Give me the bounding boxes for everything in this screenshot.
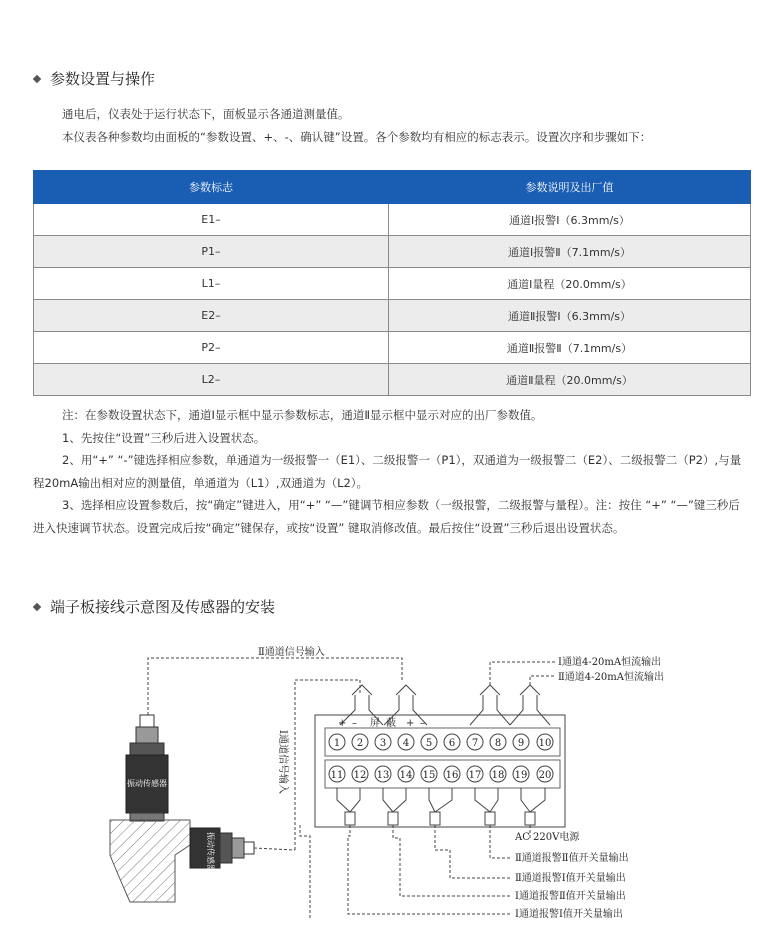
section-title-text: 端子板接线示意图及传感器的安装	[50, 598, 276, 616]
note-paragraph: 3、选择相应设置参数后，按“确定”键进入，用“+” “—”键调节相应参数（一级报警，二级报警与量程）。注：按住 “+” “—”键三秒后进入快速调节状态。设置完成后按“确定”键保存，或按“设置” 键取消修改值。最后按住“设置”三秒后退出设置状态。	[33, 498, 740, 535]
vibration-sensor-vertical	[126, 715, 168, 821]
param-desc-cell: 通道Ⅰ报警Ⅰ（6.3mm/s）	[389, 204, 751, 236]
output-label: Ⅱ通道4-20mA恒流输出	[558, 672, 664, 683]
terminal-number: 14	[399, 770, 413, 781]
sensor-label: 振动传感器	[206, 832, 215, 872]
notes-block	[33, 404, 751, 539]
terminal-number: 16	[445, 770, 459, 781]
param-desc-cell: 通道Ⅱ量程（20.0mm/s）	[389, 364, 751, 396]
param-desc-cell: 通道Ⅱ报警Ⅰ（6.3mm/s）	[389, 300, 751, 332]
terminal-mark: +	[338, 718, 347, 729]
param-code-cell: P2–	[34, 332, 389, 364]
wiring-diagram	[100, 640, 680, 930]
output-label: Ⅰ通道4-20mA恒流输出	[558, 657, 662, 668]
table-header-cell: 参数说明及出厂值	[389, 171, 751, 204]
terminal-number: 5	[425, 738, 433, 749]
sensor-label: 振动传感器	[127, 779, 167, 788]
table-header-cell: 参数标志	[34, 171, 389, 204]
terminal-number: 19	[514, 770, 528, 781]
table-row	[34, 332, 751, 364]
param-code-cell: L1–	[34, 268, 389, 300]
terminal-number: 9	[517, 738, 525, 749]
terminal-number: 20	[538, 770, 552, 781]
top-terminals	[329, 734, 553, 750]
ch2-input-label: Ⅱ通道信号输入	[258, 647, 325, 658]
intro-paragraph-1: 通电后，仪表处于运行状态下，面板显示各通道测量值。	[62, 107, 350, 121]
terminal-number: 18	[491, 770, 505, 781]
terminal-number: 12	[353, 770, 367, 781]
terminal-number: 11	[330, 770, 344, 781]
table-row	[34, 364, 751, 396]
terminal-mark: 屏	[370, 718, 380, 729]
output-label: Ⅱ通道报警Ⅰ值开关量输出	[515, 873, 626, 884]
output-label: AC 220V电源	[515, 832, 580, 843]
bottom-terminals	[329, 766, 553, 782]
param-code-cell: E2–	[34, 300, 389, 332]
param-code-cell: P1–	[34, 236, 389, 268]
param-desc-cell: 通道Ⅰ报警Ⅱ（7.1mm/s）	[389, 236, 751, 268]
mount-body	[110, 820, 190, 902]
output-label: Ⅰ通道报警Ⅰ值开关量输出	[515, 909, 623, 920]
table-row	[34, 236, 751, 268]
output-label: Ⅰ通道报警Ⅱ值开关量输出	[515, 891, 626, 902]
vibration-sensor-horizontal	[190, 828, 295, 872]
section-title-wiring	[34, 596, 275, 617]
intro-paragraph-2: 本仪表各种参数均由面板的“参数设置、+、-、确认键”设置。各个参数均有相应的标志表示。设置次序和步骤如下：	[62, 130, 652, 144]
table-header-row	[34, 171, 751, 204]
terminal-number: 1	[333, 738, 341, 749]
note-paragraph: 注：在参数设置状态下，通道Ⅰ显示框中显示参数标志，通道Ⅱ显示框中显示对应的出厂参数值。	[62, 408, 543, 422]
param-desc-cell: 通道Ⅱ报警Ⅱ（7.1mm/s）	[389, 332, 751, 364]
terminal-mark: –	[352, 718, 357, 729]
note-paragraph: 1、先按住“设置”三秒后进入设置状态。	[62, 430, 266, 445]
output-connectors	[337, 788, 545, 825]
output-label: Ⅱ通道报警Ⅱ值开关量输出	[515, 853, 629, 864]
table-row	[34, 204, 751, 236]
terminal-number: 17	[468, 770, 482, 781]
ch1-input-label: Ⅰ通道信号输入	[277, 730, 288, 794]
terminal-number: 3	[379, 738, 387, 749]
section-title-params	[34, 68, 155, 89]
terminal-number: 8	[494, 738, 502, 749]
terminal-number: 2	[356, 738, 364, 749]
table-row	[34, 300, 751, 332]
param-code-cell: L2–	[34, 364, 389, 396]
table-row	[34, 268, 751, 300]
terminal-mark: –	[420, 718, 425, 729]
terminal-mark: +	[406, 718, 415, 729]
note-paragraph: 2、用“+” “-”键选择相应参数，单通道为一级报警一（E1）、二级报警一（P1），双通道为一级报警二（E2）、二级报警二（P2）,与量程20mA输出相对应的测量值，单通道为（L1）,双通道为（L2）。	[33, 453, 742, 490]
terminal-number: 10	[538, 738, 552, 749]
diamond-bullet-icon	[33, 74, 41, 82]
parameter-table	[33, 170, 751, 396]
terminal-number: 6	[448, 738, 456, 749]
terminal-number: 4	[402, 738, 410, 749]
section-title-text: 参数设置与操作	[50, 70, 156, 88]
diamond-bullet-icon	[33, 602, 41, 610]
terminal-number: 7	[471, 738, 479, 749]
param-code-cell: E1–	[34, 204, 389, 236]
terminal-number: 13	[376, 770, 390, 781]
param-desc-cell: 通道Ⅰ量程（20.0mm/s）	[389, 268, 751, 300]
terminal-mark: 蔽	[386, 718, 396, 729]
terminal-number: 15	[422, 770, 436, 781]
